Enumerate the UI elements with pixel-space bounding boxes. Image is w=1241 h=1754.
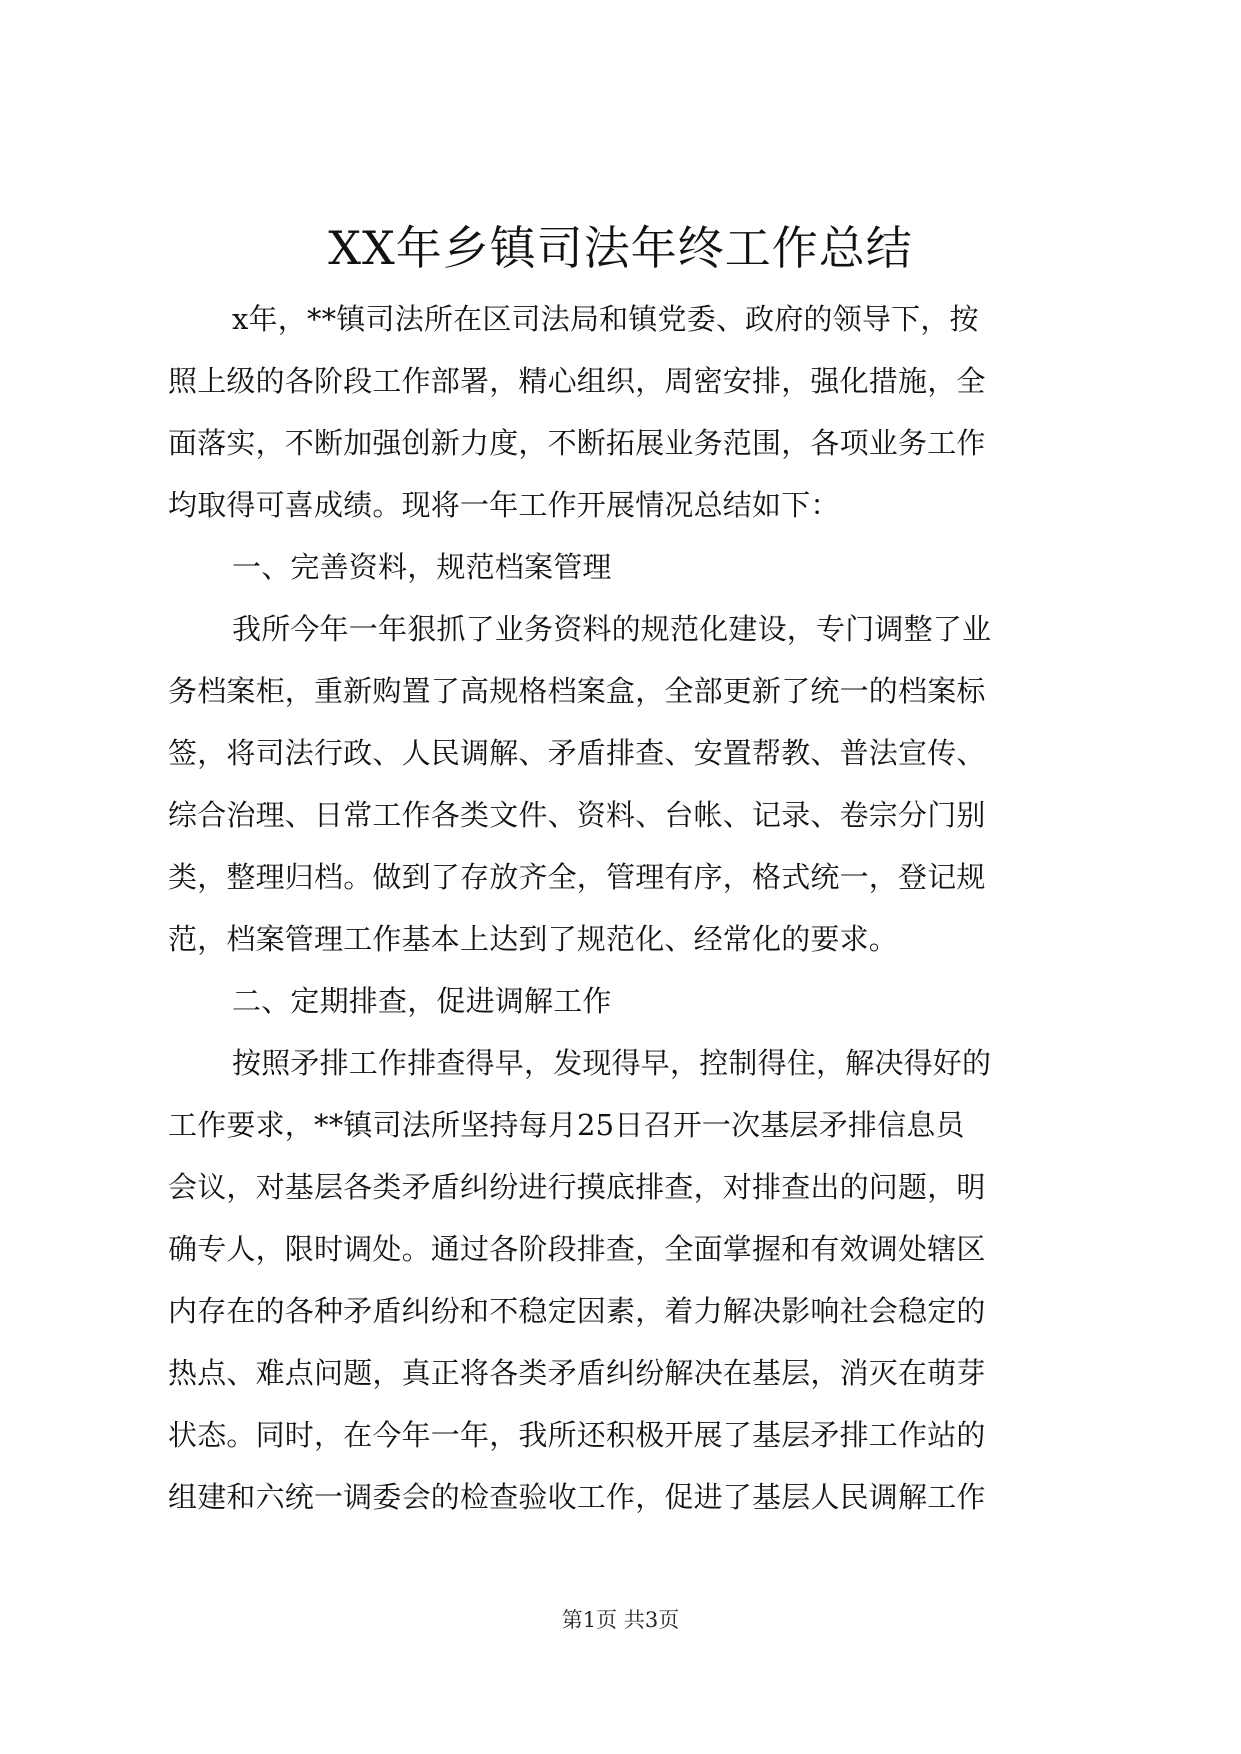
paragraph-line: 签，将司法行政、人民调解、矛盾排查、安置帮教、普法宣传、 bbox=[168, 736, 986, 770]
paragraph-line: 范，档案管理工作基本上达到了规范化、经常化的要求。 bbox=[168, 922, 899, 956]
paragraph-line: 会议，对基层各类矛盾纠纷进行摸底排查，对排查出的问题，明 bbox=[168, 1170, 986, 1204]
paragraph-line: 综合治理、日常工作各类文件、资料、台帐、记录、卷宗分门别 bbox=[168, 798, 986, 832]
document-title: XX年乡镇司法年终工作总结 bbox=[328, 221, 913, 275]
paragraph-line: 按照矛排工作排查得早，发现得早，控制得住，解决得好的 bbox=[232, 1046, 992, 1080]
paragraph-line: 面落实，不断加强创新力度，不断拓展业务范围，各项业务工作 bbox=[168, 426, 986, 460]
paragraph-line: 工作要求，**镇司法所坚持每月25日召开一次基层矛排信息员 bbox=[168, 1108, 965, 1142]
paragraph-line: 热点、难点问题，真正将各类矛盾纠纷解决在基层，消灭在萌芽 bbox=[168, 1356, 986, 1390]
paragraph-line: 务档案柜，重新购置了高规格档案盒，全部更新了统一的档案标 bbox=[168, 674, 986, 708]
paragraph-line: 均取得可喜成绩。现将一年工作开展情况总结如下： bbox=[168, 488, 840, 522]
paragraph-line: 照上级的各阶段工作部署，精心组织，周密安排，强化措施，全 bbox=[168, 364, 986, 398]
paragraph-line: 组建和六统一调委会的检查验收工作，促进了基层人民调解工作 bbox=[168, 1480, 986, 1514]
paragraph-line: 我所今年一年狠抓了业务资料的规范化建设，专门调整了业 bbox=[232, 612, 992, 646]
paragraph-line: 状态。同时，在今年一年，我所还积极开展了基层矛排工作站的 bbox=[168, 1418, 986, 1452]
document-body bbox=[168, 288, 1084, 1528]
paragraph-line: 类，整理归档。做到了存放齐全，管理有序，格式统一，登记规 bbox=[168, 860, 986, 894]
paragraph-line: 内存在的各种矛盾纠纷和不稳定因素，着力解决影响社会稳定的 bbox=[168, 1294, 986, 1328]
page-number-footer: 第1页 共3页 bbox=[561, 1608, 680, 1632]
section-heading: 一、完善资料，规范档案管理 bbox=[232, 550, 612, 584]
paragraph-line: x年，**镇司法所在区司法局和镇党委、政府的领导下，按 bbox=[232, 302, 979, 336]
paragraph-line: 确专人，限时调处。通过各阶段排查，全面掌握和有效调处辖区 bbox=[168, 1232, 986, 1266]
section-heading: 二、定期排查，促进调解工作 bbox=[232, 984, 612, 1018]
